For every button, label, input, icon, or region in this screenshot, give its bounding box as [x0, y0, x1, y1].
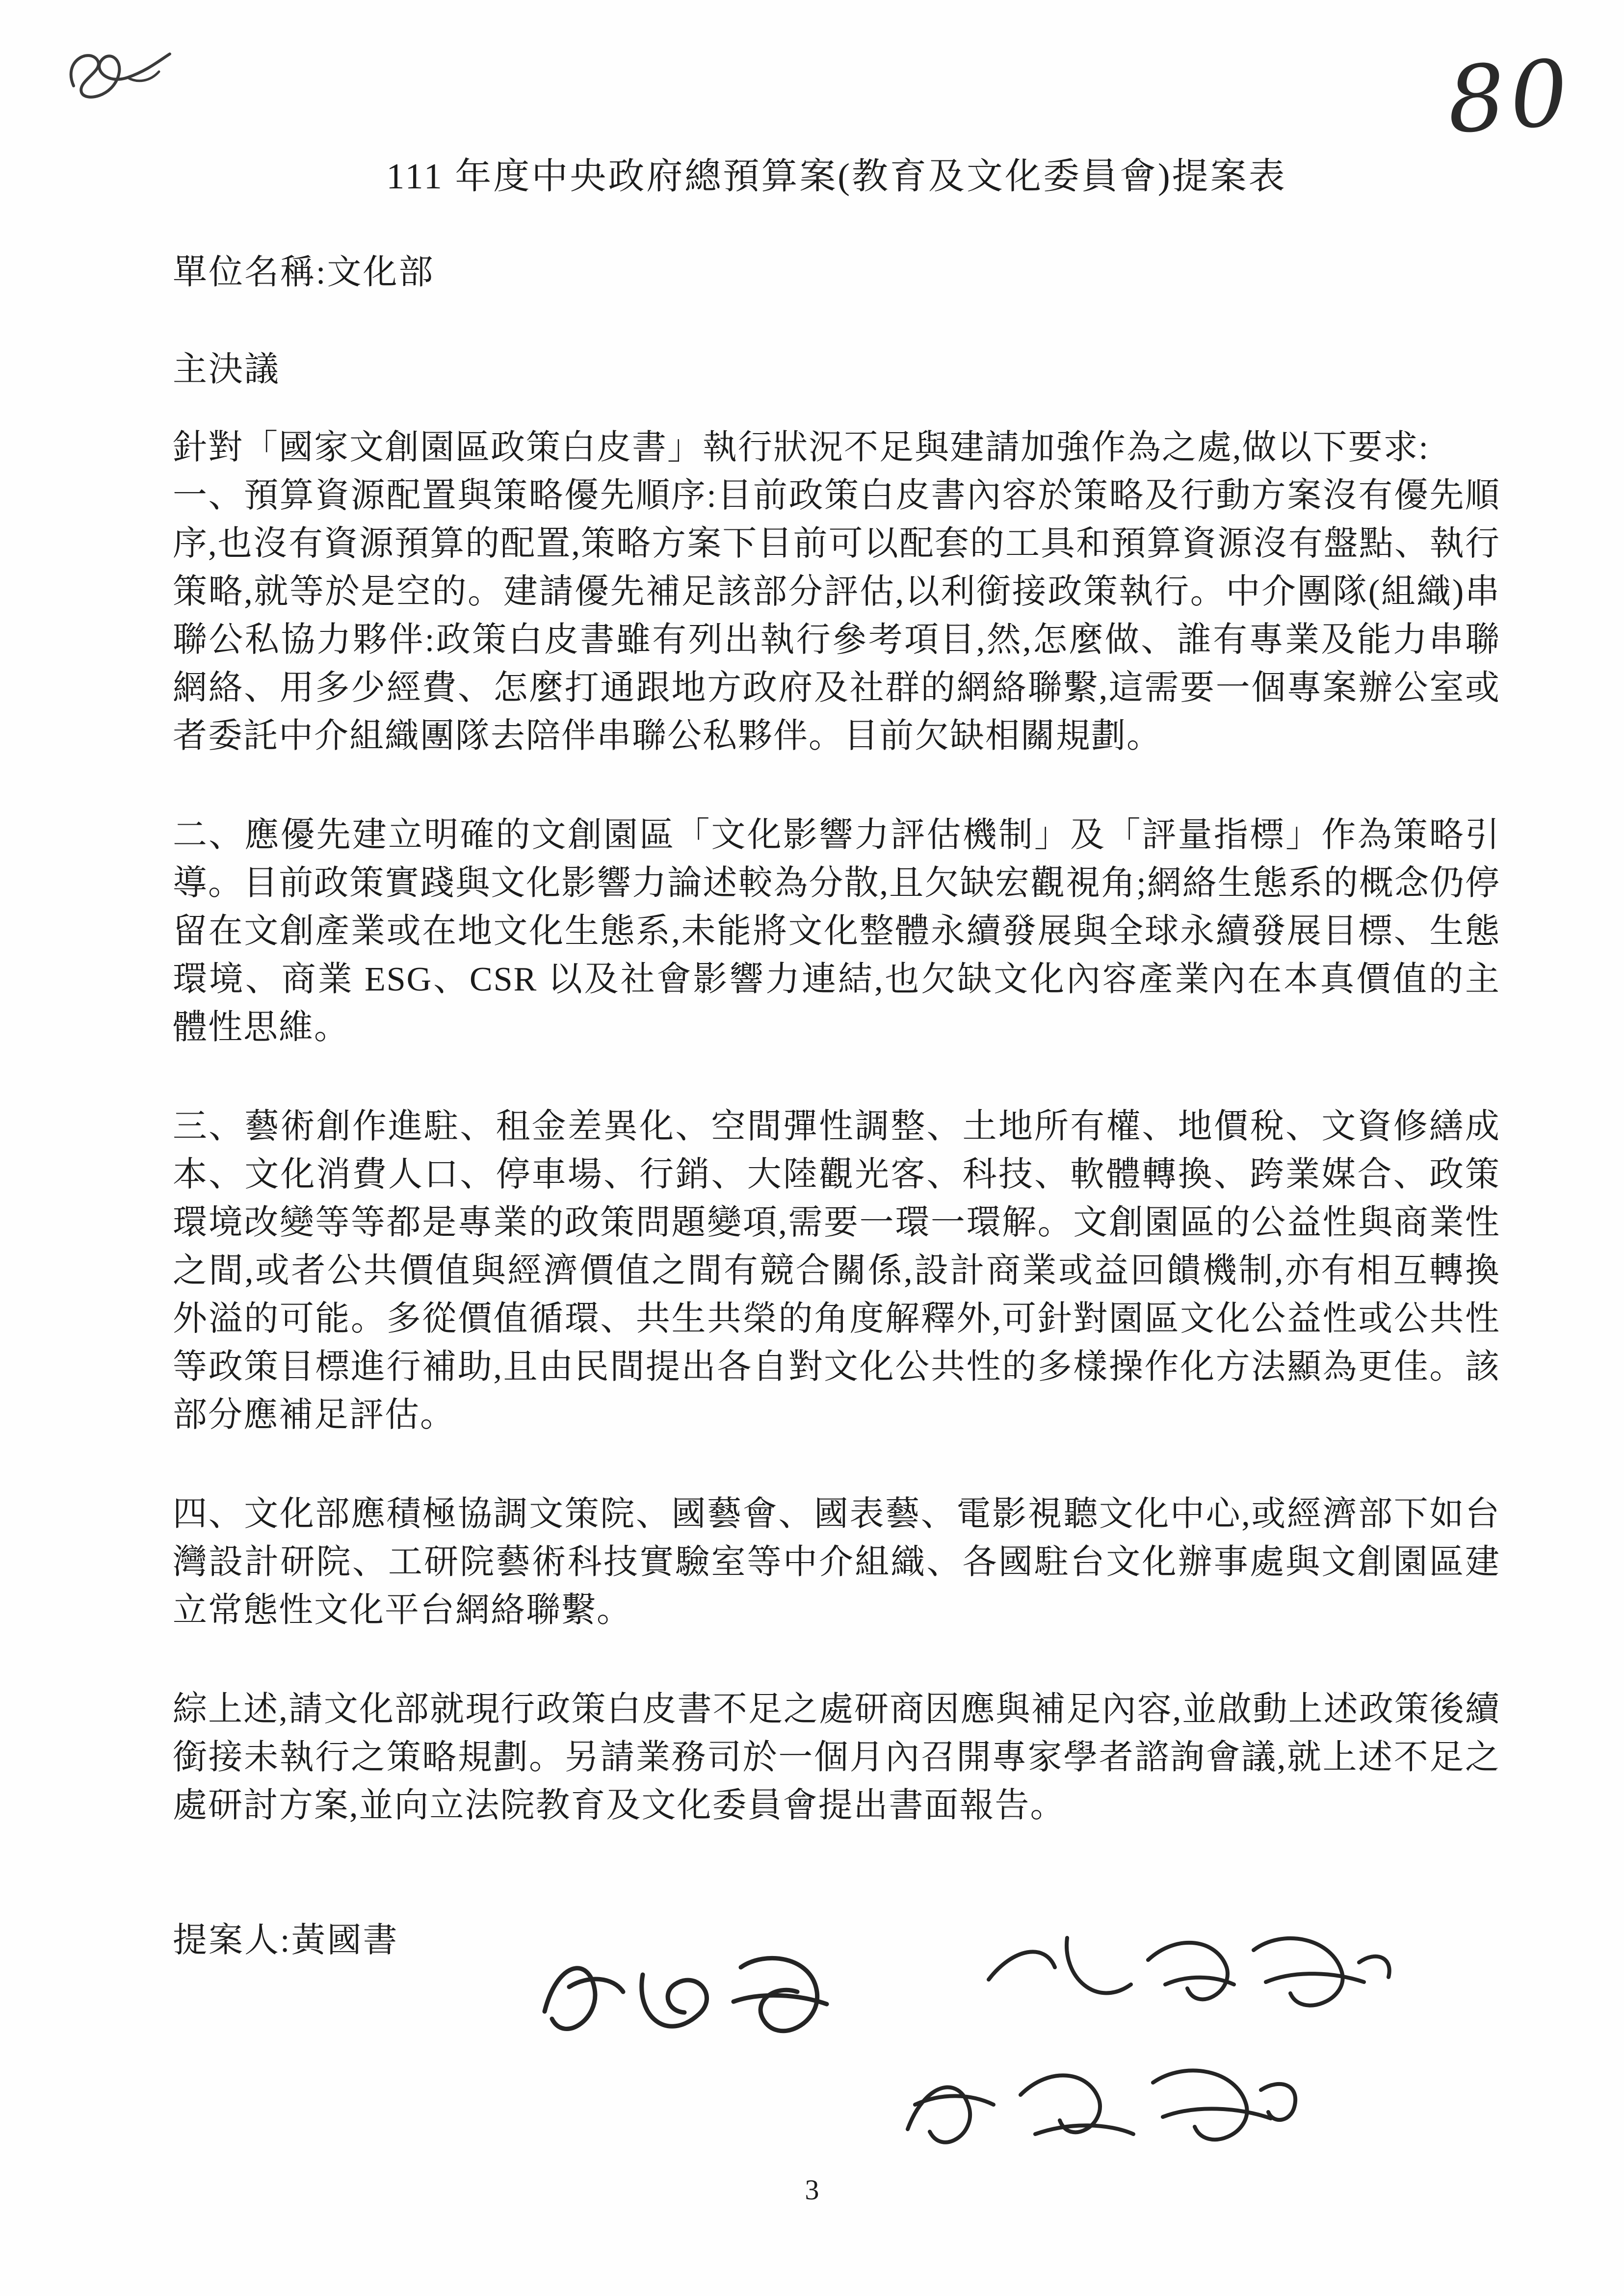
- signature-cosigner-1: [971, 1916, 1413, 2043]
- handwritten-scribble-icon: [54, 39, 182, 128]
- page-number: 3: [805, 2174, 819, 2206]
- document-body: [173, 147, 1500, 1971]
- signature-cosigner-2: [878, 2036, 1320, 2183]
- handwritten-page-mark: 80: [1443, 39, 1576, 154]
- signature-proposer: [510, 1928, 864, 2075]
- document-title: 111 年度中央政府總預算案(教育及文化委員會)提案表: [386, 157, 1287, 197]
- unit-name-line: 單位名稱:文化部: [173, 254, 435, 291]
- section-heading: 主決議: [173, 351, 280, 389]
- paragraph-item-4: 四、文化部應積極協調文策院、國藝會、國表藝、電影視聽文化中心,或經濟部下如台灣設計研院、工研院藝術科技實驗室等中介組織、各國駐台文化辦事處與文創園區建立常態性文化平台網絡聯繫。: [173, 1495, 1500, 1629]
- paragraph-item-1: 一、預算資源配置與策略優先順序:目前政策白皮書內容於策略及行動方案沒有優先順序,也沒有資源預算的配置,策略方案下目前可以配套的工具和預算資源沒有盤點、執行策略,就等於是空的。建請優先補足該部分評估,以利銜接政策執行。中介團隊(組織)串聯公私協力夥伴:政策白皮書雖有列出執行參考項目,然,怎麼做、誰有專業及能力串聯網絡、用多少經費、怎麼打通跟地方政府及社群的網絡聯繫,這需要一個專案辦公室或者委託中介組織團隊去陪伴串聯公私夥伴。目前欠缺相關規劃。: [173, 477, 1500, 755]
- paragraph-intro: 針對「國家文創園區政策白皮書」執行狀況不足與建請加強作為之處,做以下要求:: [173, 429, 1429, 467]
- proposer-label: 提案人:黃國書: [173, 1922, 399, 1959]
- paragraph-item-3: 三、藝術創作進駐、租金差異化、空間彈性調整、土地所有權、地價稅、文資修繕成本、文化消費人口、停車場、行銷、大陸觀光客、科技、軟體轉換、跨業媒合、政策環境改變等等都是專業的政策問題變項,需要一環一環解。文創園區的公益性與商業性之間,或者公共價值與經濟價值之間有競合關係,設計商業或益回饋機制,亦有相互轉換外溢的可能。多從價值循環、共生共榮的角度解釋外,可針對園區文化公益性或公共性等政策目標進行補助,且由民間提出各自對文化公共性的多樣操作化方法顯為更佳。該部分應補足評估。: [173, 1108, 1500, 1434]
- paragraph-item-2: 二、應優先建立明確的文創園區「文化影響力評估機制」及「評量指標」作為策略引導。目前政策實踐與文化影響力論述較為分散,且欠缺宏觀視角;網絡生態系的概念仍停留在文創產業或在地文化生態系,未能將文化整體永續發展與全球永續發展目標、生態環境、商業 ESG、CSR 以及社會影響力連結,也欠缺文化內容產業內在本真價值的主體性思維。: [173, 816, 1500, 1046]
- paragraph-closing: 綜上述,請文化部就現行政策白皮書不足之處研商因應與補足內容,並啟動上述政策後續銜接未執行之策略規劃。另請業務司於一個月內召開專家學者諮詢會議,就上述不足之處研討方案,並向立法院教育及文化委員會提出書面報告。: [173, 1691, 1500, 1825]
